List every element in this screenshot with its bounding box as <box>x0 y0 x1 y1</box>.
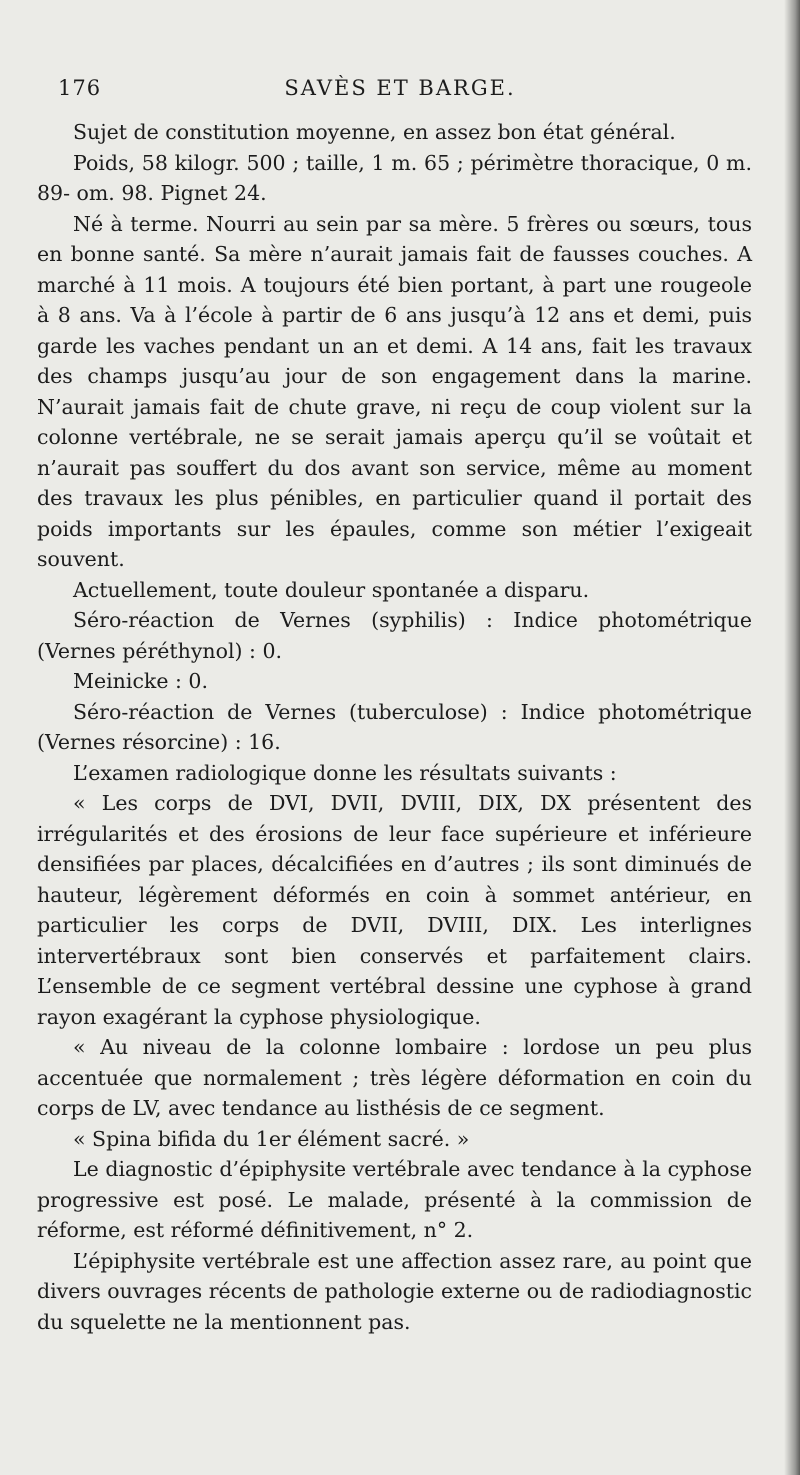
page-edge-shadow <box>784 0 800 1475</box>
paragraph: Le diagnostic d’épiphysite vertébrale avec tendance à la cyphose progressive est posé. Le malade, présenté à la commission de réforme, est réformé définitivement, n° 2. <box>37 1157 752 1242</box>
paragraph: Meinicke : 0. <box>73 669 208 693</box>
paragraph: Sujet de constitution moyenne, en assez bon état général. <box>73 120 676 144</box>
paragraph: Séro-réaction de Vernes (syphilis) : Indice photométrique (Vernes péréthynol) : 0. <box>37 608 752 663</box>
paragraph: L’examen radiologique donne les résultats suivants : <box>73 760 617 785</box>
running-title: SAVÈS ET BARGE. <box>284 76 516 100</box>
paragraph: Actuellement, toute douleur spontanée a disparu. <box>73 577 590 602</box>
paragraph: Séro-réaction de Vernes (tuberculose) : Indice photométrique (Vernes résorcine) : 16. <box>37 699 752 754</box>
paragraph: L’épiphysite vertébrale est une affection assez rare, au point que divers ouvrages récents de pathologie externe ou de radiodiagnostic du squelette ne la mentionnent pas. <box>37 1248 752 1334</box>
paragraph: « Spina bifida du 1er élément sacré. » <box>73 1126 470 1151</box>
body-text <box>37 117 752 1337</box>
paragraph: « Les corps de DVI, DVII, DVIII, DIX, DX présentent des irrégularités et des érosions de leur face supérieure et inférieure densifiées par places, décalcifiées en d’autres ; ils sont diminués de hauteur, légèrement déformés en coin à sommet antérieur, en particulier les corps de DVII, DVIII, DIX. Les interlignes intervertébraux sont bien conservés et parfaitement clairs. L’ensemble de ce segment vertébral dessine une cyphose à grand rayon exagérant la cyphose physiologique. <box>37 791 752 1029</box>
paragraph: « Au niveau de la colonne lombaire : lordose un peu plus accentuée que normalement ; très légère déformation en coin du corps de LV, avec tendance au listhésis de ce segment. <box>37 1035 752 1120</box>
paragraph: Poids, 58 kilogr. 500 ; taille, 1 m. 65 ; périmètre thoracique, 0 m. 89- om. 98. Pignet 24. <box>37 150 752 205</box>
paragraph: Né à terme. Nourri au sein par sa mère. 5 frères ou sœurs, tous en bonne santé. Sa mère n’aurait jamais fait de fausses couches. A marché à 11 mois. A toujours été bien portant, à part une rougeole à 8 ans. Va à l’école à partir de 6 ans jusqu’à 12 ans et demi, puis garde les vaches pendant un an et demi. A 14 ans, fait les travaux des champs jusqu’au jour de son engagement dans la marine. N’aurait jamais fait de chute grave, ni reçu de coup violent sur la colonne vertébrale, ne se serait jamais aperçu qu’il se voûtait et n’aurait pas souffert du dos avant son service, même au moment des travaux les plus pénibles, en particulier quand il portait des poids importants sur les épaules, comme son métier l’exigeait souvent. <box>37 211 752 571</box>
page-number: 176 <box>58 76 102 100</box>
page-header <box>58 76 742 110</box>
